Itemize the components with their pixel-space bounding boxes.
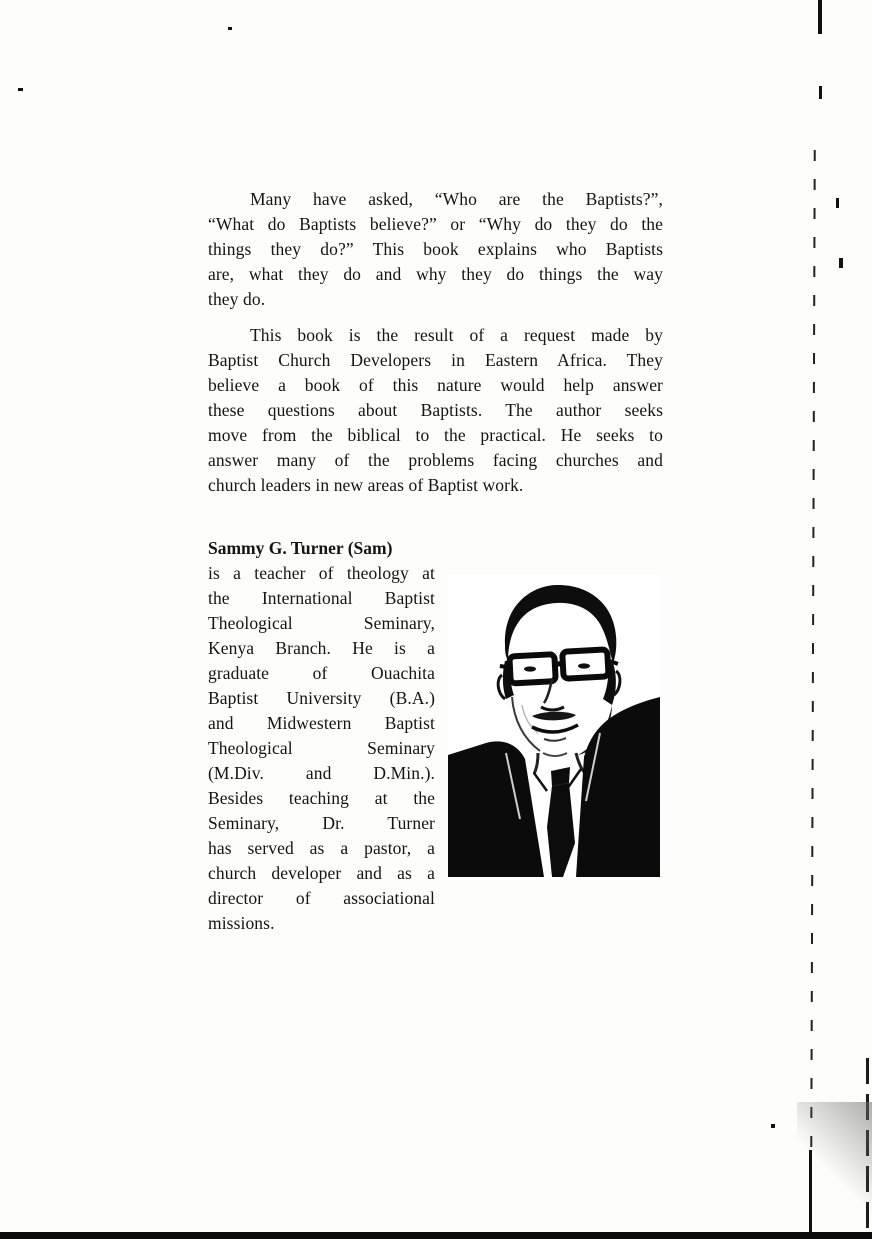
author-portrait-photo <box>448 575 660 877</box>
text-line: Kenya Branch. He is a <box>208 638 435 658</box>
portrait-illustration <box>448 575 660 877</box>
author-name-heading: Sammy G. Turner (Sam) <box>208 538 393 558</box>
scan-speck <box>771 1124 775 1128</box>
text-line: “What do Baptists believe?” or “Why do they do the <box>208 214 663 234</box>
text-line: graduate of Ouachita <box>208 663 435 683</box>
author-bio-text <box>208 561 435 936</box>
text-line: missions. <box>208 913 275 933</box>
scan-speck <box>836 198 839 208</box>
text-line: Baptist Church Developers in Eastern Africa. They <box>208 350 663 370</box>
scan-artifact-dash <box>819 86 822 99</box>
text-line: is a teacher of theology at <box>208 563 435 583</box>
text-line: Theological Seminary <box>208 738 435 758</box>
text-line: these questions about Baptists. The author seeks <box>208 400 663 420</box>
scan-artifact-top-right-line <box>818 0 822 34</box>
text-line: move from the biblical to the practical. He seeks to <box>208 425 663 445</box>
text-line: director of associational <box>208 888 435 908</box>
text-line: has served as a pastor, a <box>208 838 435 858</box>
text-line: church leaders in new areas of Baptist work. <box>208 475 524 495</box>
text-line: This book is the result of a request made by <box>250 325 663 345</box>
intro-paragraph-2 <box>208 323 663 498</box>
text-line: things they do?” This book explains who Baptists <box>208 239 663 259</box>
scan-artifact-bottom-edge-band <box>0 1232 872 1239</box>
text-line: church developer and as a <box>208 863 435 883</box>
text-line: Theological Seminary, <box>208 613 435 633</box>
scan-artifact-corner-shading <box>797 1102 872 1232</box>
text-line: Besides teaching at the <box>208 788 435 808</box>
text-line: Many have asked, “Who are the Baptists?”, <box>250 189 663 209</box>
text-line: are, what they do and why they do things the way <box>208 264 663 284</box>
text-line: the International Baptist <box>208 588 435 608</box>
scan-speck <box>18 88 23 91</box>
text-line: Seminary, Dr. Turner <box>208 813 435 833</box>
text-line: they do. <box>208 289 266 309</box>
text-line: (M.Div. and D.Min.). <box>208 763 435 783</box>
scan-artifact-broken-vertical-line <box>810 150 815 1150</box>
intro-paragraph-1 <box>208 187 663 312</box>
text-line: believe a book of this nature would help answer <box>208 375 663 395</box>
scan-speck <box>228 27 232 30</box>
scan-speck <box>839 258 843 268</box>
text-line: and Midwestern Baptist <box>208 713 435 733</box>
text-line: answer many of the problems facing churches and <box>208 450 663 470</box>
text-line: Baptist University (B.A.) <box>208 688 435 708</box>
